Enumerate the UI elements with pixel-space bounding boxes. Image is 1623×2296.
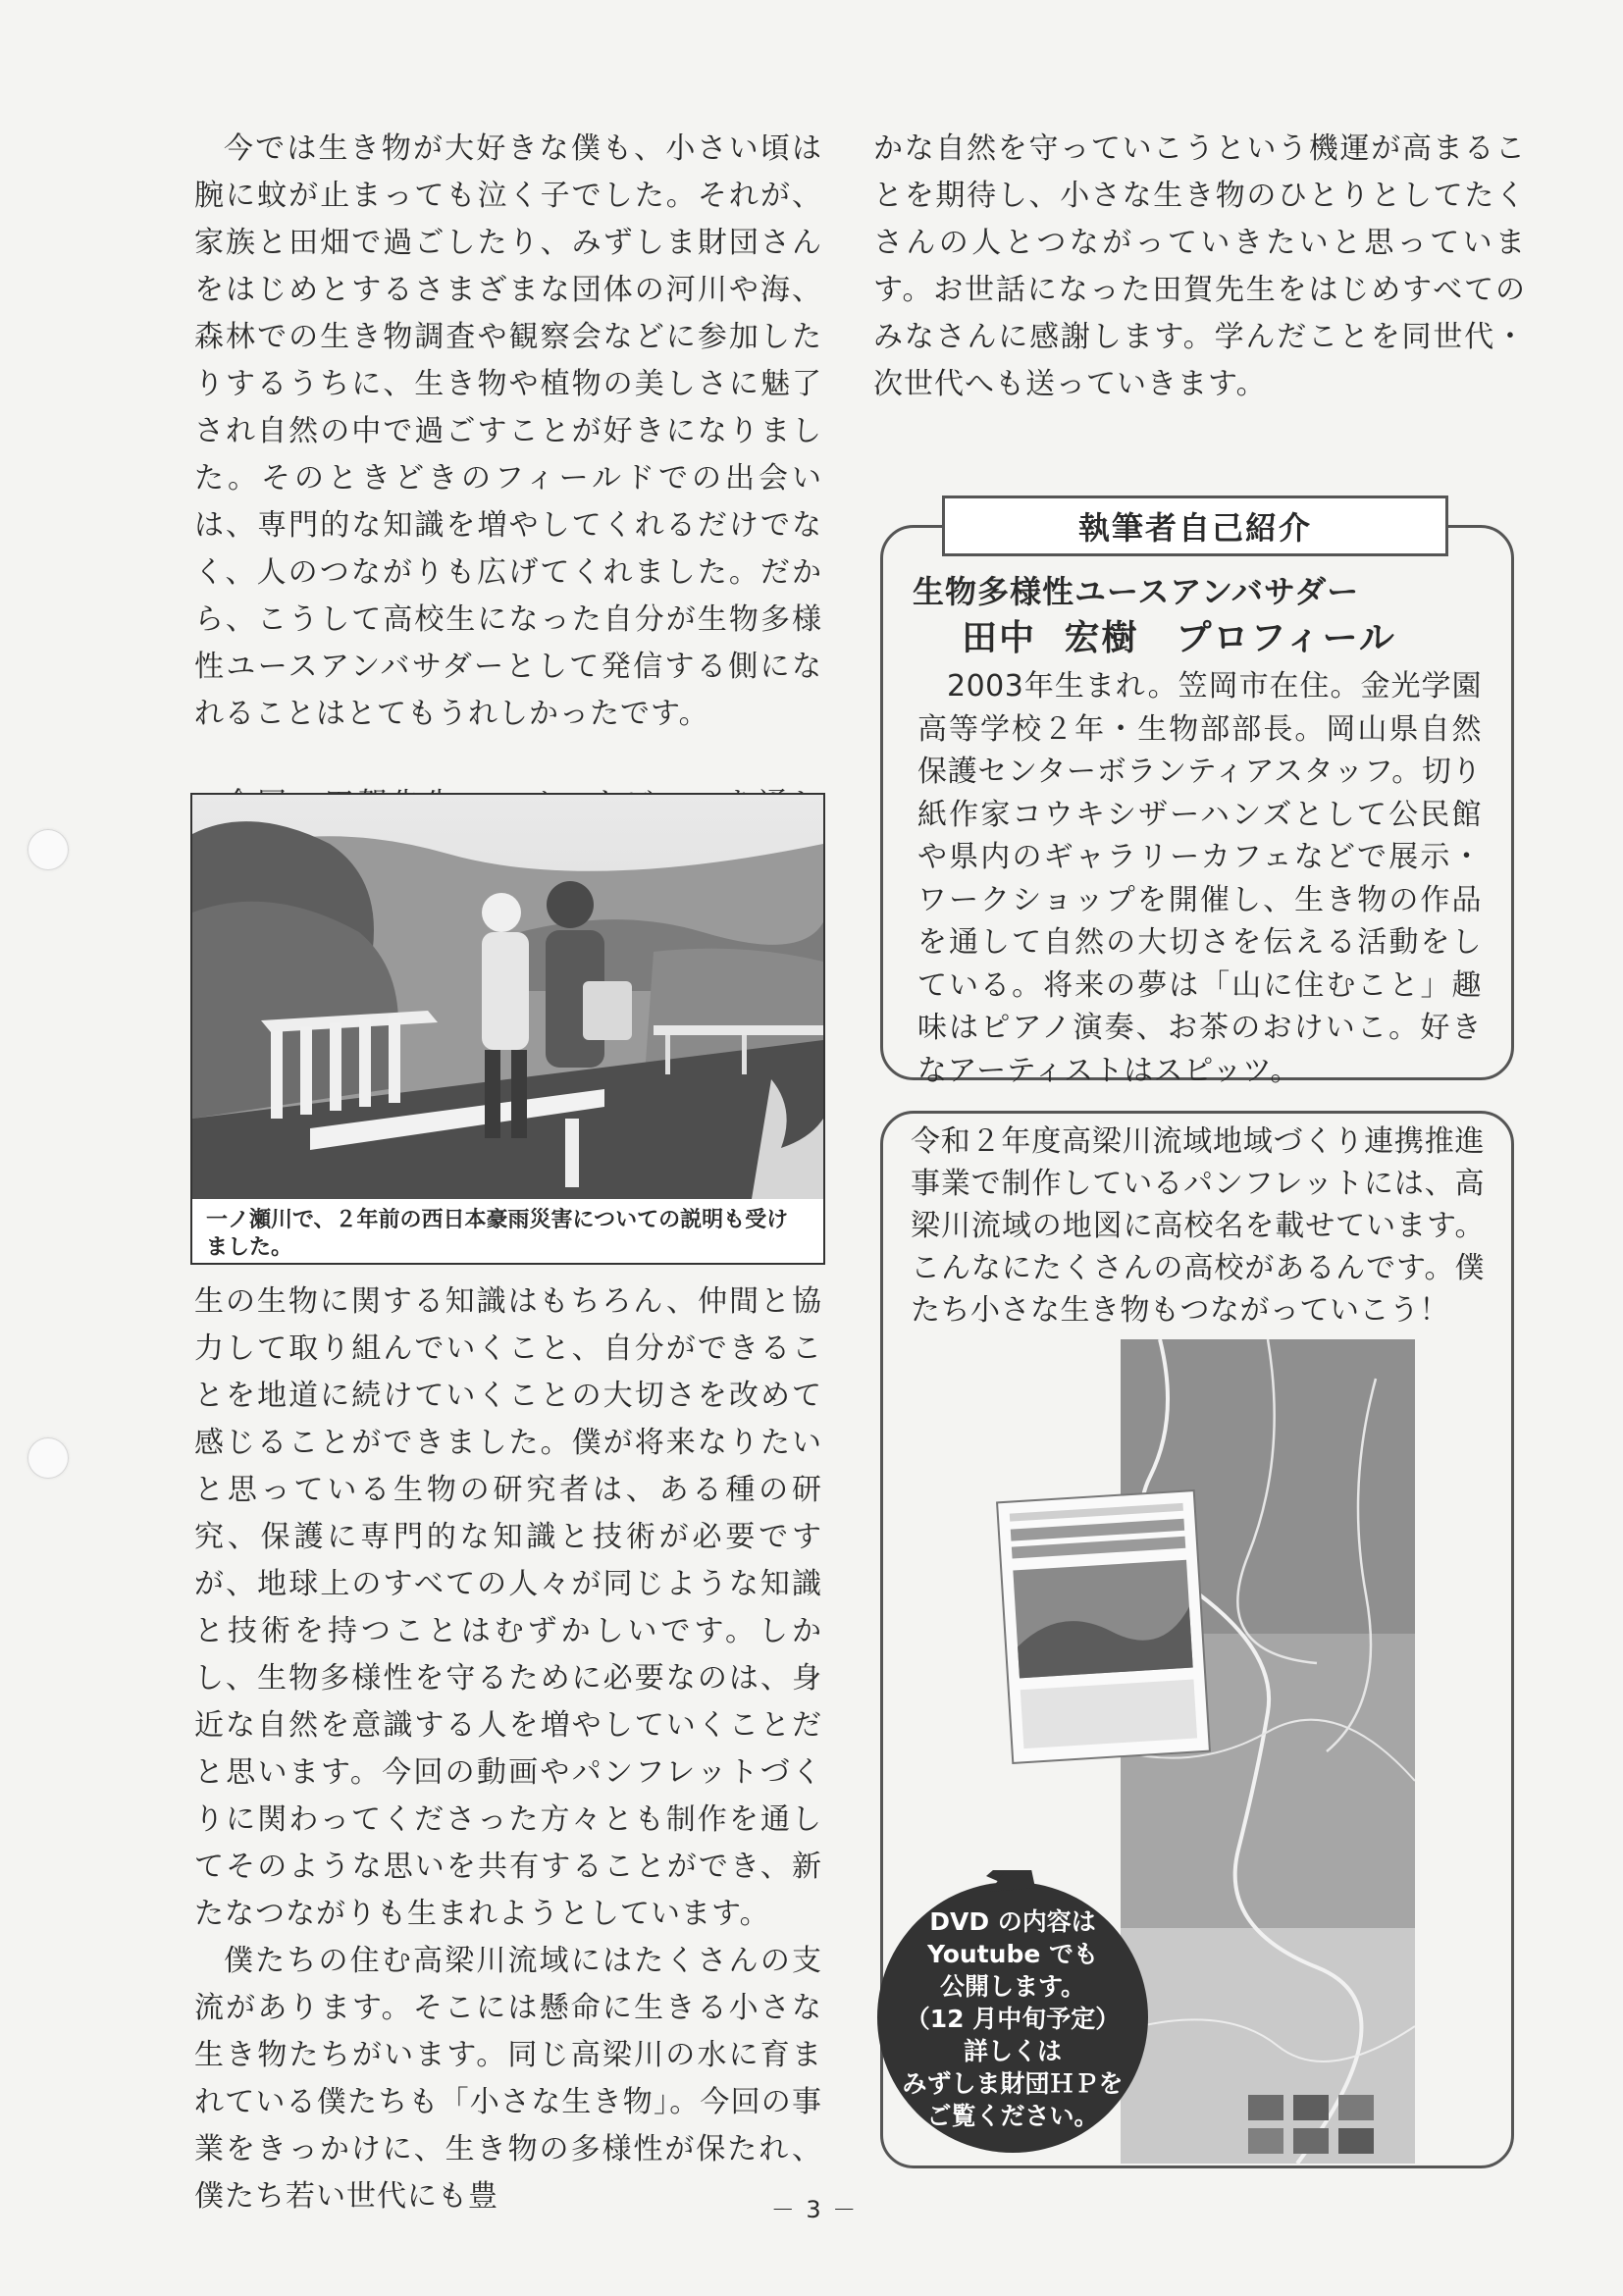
article-paragraph-1: 今では生き物が大好きな僕も、小さい頃は腕に蚊が止まっても泣く子でした。それが、家族と田畑で過ごしたり、みずしま財団さんをはじめとするさまざまな団体の河川や海、森林での生き物調査や観察会などに参加したりするうちに、生き物や植物の美しさに魅了され自然の中で過ごすことが好きになりました。そのときどきのフィールドでの出会いは、専門的な知識を増やしてくれるだけでなく、人のつながりも広げてくれました。だから、こうして高校生になった自分が生物多様性ユースアンバサダーとして発信する側になれることはとてもうれしかったです。 — [194, 131, 822, 731]
bubble-line: DVD の内容は — [929, 1907, 1096, 1936]
profile-body: 2003年生まれ。笠岡市在住。金光学園高等学校２年・生物部部長。岡山県自然保護センターボランティアスタッフ。切り紙作家コウキシザーハンズとして公民館や県内のギャラリーカフェなどで展示・ワークショップを開催し、生き物の作品を通して自然の大切さを伝える活動をしている。将来の夢は「山に住むこと」趣味はピアノ演奏、お茶のおけいこ。好きなアーティストはスピッツ。 — [917, 669, 1482, 1088]
dvd-notice-text — [870, 1905, 1155, 2132]
bubble-line: （12 月中旬予定） — [905, 2005, 1121, 2033]
profile-role: 生物多様性ユースアンバサダー — [913, 573, 1360, 610]
dvd-case-image — [995, 1488, 1212, 1765]
left-column-bottom — [194, 1278, 822, 2220]
left-column-top — [194, 126, 822, 875]
article-paragraph-4: 僕たちの住む高梁川流域にはたくさんの支流があります。そこには懸命に生きる小さな生き物たちがいます。同じ高梁川の水に育まれている僕たちも「小さな生き物」。今回の事業をきっかけに、生き物の多様性が保たれ、僕たち若い世代にも豊 — [194, 1944, 822, 2214]
bubble-line: ご覧ください。 — [926, 2102, 1099, 2130]
bubble-line: 公開します。 — [939, 1972, 1085, 2001]
profile-name: 田中 宏樹 プロフィール — [962, 618, 1396, 658]
article-paragraph-3: 生の生物に関する知識はもちろん、仲間と協力して取り組んでいくこと、自分ができることを地道に続けていくことの大切さを改めて感じることができました。僕が将来なりたいと思っている生物の研究者は、ある種の研究、保護に専門的な知識と技術が必要ですが、地球上のすべての人々が同じような知識と技術を持つことはむずかしいです。しかし、生物多様性を守るために必要なのは、身近な自然を意識する人を増やしていくことだと思います。今回の動画やパンフレットづくりに関わってくださった方々とも制作を通してそのような思いを共有することができ、新たなつながりも生まれようとしています。 — [194, 1284, 822, 1931]
bubble-line: 詳しくは — [963, 2037, 1062, 2065]
profile-heading: 執筆者自己紹介 — [942, 496, 1448, 556]
photo-figure — [190, 793, 825, 1265]
photo-caption: 一ノ瀬川で、２年前の西日本豪雨災害についての説明も受けました。 — [206, 1208, 789, 1260]
pamphlet-info-text: 令和２年度高梁川流域地域づくり連携推進事業で制作しているパンフレットには、高梁川流域の地図に高校名を載せています。こんなにたくさんの高校があるんです。僕たち小さな生き物もつながっていこう！ — [911, 1124, 1485, 1328]
riverside-photo — [192, 795, 823, 1199]
punch-hole-bottom — [27, 1437, 69, 1479]
page-number: － 3 － — [770, 2196, 859, 2223]
bubble-line: Youtube でも — [926, 1940, 1099, 1968]
article-paragraph-5: かな自然を守っていこうという機運が高まることを期待し、小さな生き物のひとりとしてたくさんの人とつながっていきたいと思っています。お世話になった田賀先生をはじめすべてのみなさんに感謝します。学んだことを同世代・次世代へも送っていきます。 — [873, 131, 1526, 401]
right-column-top — [873, 126, 1526, 408]
punch-hole-top — [27, 829, 69, 870]
bubble-line: みずしま財団ＨＰを — [902, 2069, 1124, 2098]
